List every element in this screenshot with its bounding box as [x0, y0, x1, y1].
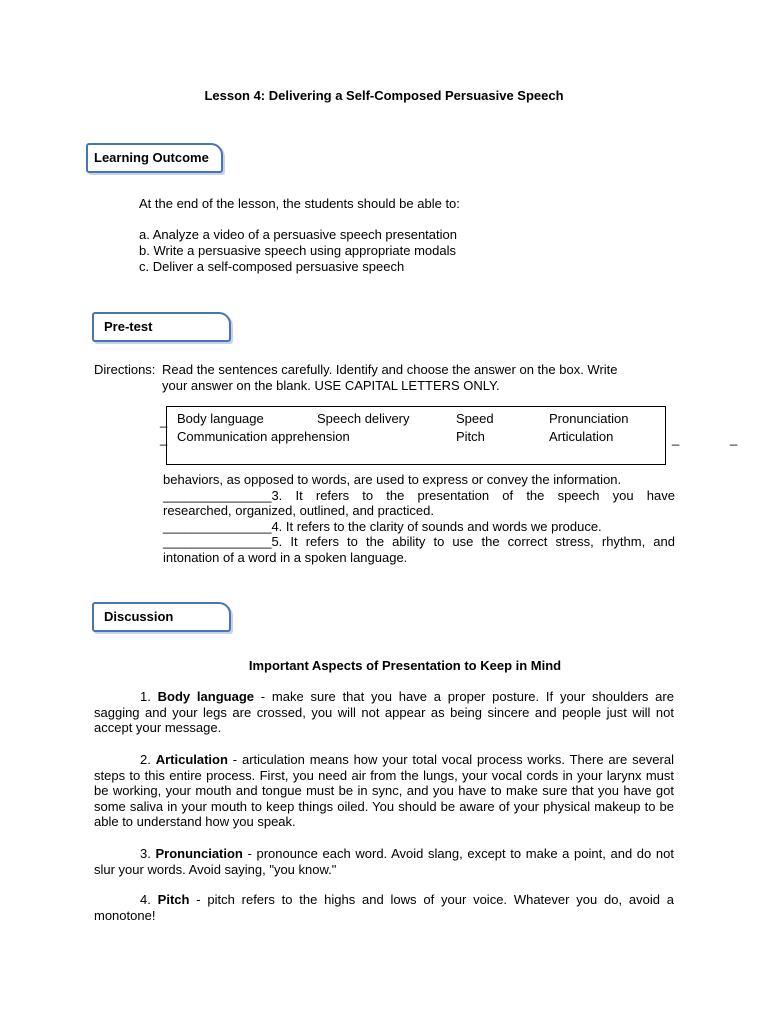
objectives-list — [139, 227, 699, 275]
aspect-number: 4. — [140, 892, 151, 907]
word-choice: Communication apprehension — [177, 429, 350, 444]
objective-item: c. Deliver a self-composed persuasive speech — [139, 259, 405, 274]
item-line: behaviors, as opposed to words, are used to express or convey the information. — [163, 472, 622, 487]
aspect-text: - pronounce each word. Avoid slang, except to make a point, and do not slur your words. Avoid saying, "you know." — [94, 846, 674, 877]
objective-item: a. Analyze a video of a persuasive speech presentation — [139, 227, 457, 242]
aspect-term: Pitch — [157, 892, 190, 907]
lesson-title: Lesson 4: Delivering a Self-Composed Persuasive Speech — [204, 88, 564, 103]
item-line: _______________3. It refers to the presentation of the speech you have — [163, 487, 675, 503]
word-choice: Articulation — [549, 429, 614, 444]
discussion-tab: Discussion — [92, 602, 231, 632]
aspect-number: 1. — [140, 689, 151, 704]
directions-label: Directions: — [94, 362, 156, 377]
blank-fragment: _ — [730, 431, 738, 446]
blank-fragment: _ — [160, 431, 168, 446]
item-line: _______________5. It refers to the ability to use the correct stress, rhythm, and — [163, 534, 675, 549]
directions-line: Read the sentences carefully. Identify and choose the answer on the box. Write — [162, 362, 618, 377]
objective-item: b. Write a persuasive speech using appropriate modals — [139, 243, 456, 258]
aspect-paragraph — [94, 846, 674, 877]
word-choice: Pitch — [456, 429, 485, 444]
discussion-heading: Important Aspects of Presentation to Keep in Mind — [248, 658, 562, 673]
pretest-tab: Pre-test — [92, 312, 231, 342]
directions-text — [162, 362, 674, 393]
aspect-text: - pitch refers to the highs and lows of your voice. Whatever you do, avoid a monotone! — [94, 892, 674, 923]
word-choice: Speech delivery — [317, 411, 410, 426]
aspect-term: Articulation — [155, 752, 228, 767]
item-line: intonation of a word in a spoken language. — [163, 549, 408, 565]
outcome-intro: At the end of the lesson, the students should be able to: — [139, 196, 460, 211]
aspect-text: - articulation means how your total vocal process works. There are several steps to this entire process. First, you need air from the lungs, your vocal cords in your larynx must be working, your mouth and tongue must be in sync, and you have to make sure that you have got some saliva in your mouth to keep things oiled. You should be aware of your physical makeup to be able to understand how you speak. — [94, 752, 674, 829]
item-line: researched, organized, outlined, and practiced. — [163, 503, 435, 518]
blank-fragment: _ — [672, 431, 680, 446]
aspect-paragraph — [94, 752, 674, 830]
aspect-number: 2. — [140, 752, 151, 767]
learning-outcome-tab: Learning Outcome — [86, 143, 223, 173]
blank-fragment: _ — [160, 413, 168, 428]
word-choice: Body language — [177, 411, 264, 426]
aspect-text: - make sure that you have a proper posture. If your shoulders are sagging and your legs are crossed, you will not appear as being sincere and people just will not accept your message. — [94, 689, 674, 735]
item-line: _______________4. It refers to the clarity of sounds and words we produce. — [163, 518, 602, 534]
aspect-number: 3. — [140, 846, 151, 861]
aspect-paragraph — [94, 689, 674, 736]
aspect-term: Body language — [157, 689, 254, 704]
word-choice: Pronunciation — [549, 411, 629, 426]
pretest-items — [163, 472, 675, 565]
aspect-term: Pronunciation — [155, 846, 243, 861]
word-choice: Speed — [456, 411, 494, 426]
aspect-paragraph — [94, 892, 674, 923]
word-box — [166, 406, 666, 465]
directions-line: your answer on the blank. USE CAPITAL LETTERS ONLY. — [162, 377, 500, 393]
